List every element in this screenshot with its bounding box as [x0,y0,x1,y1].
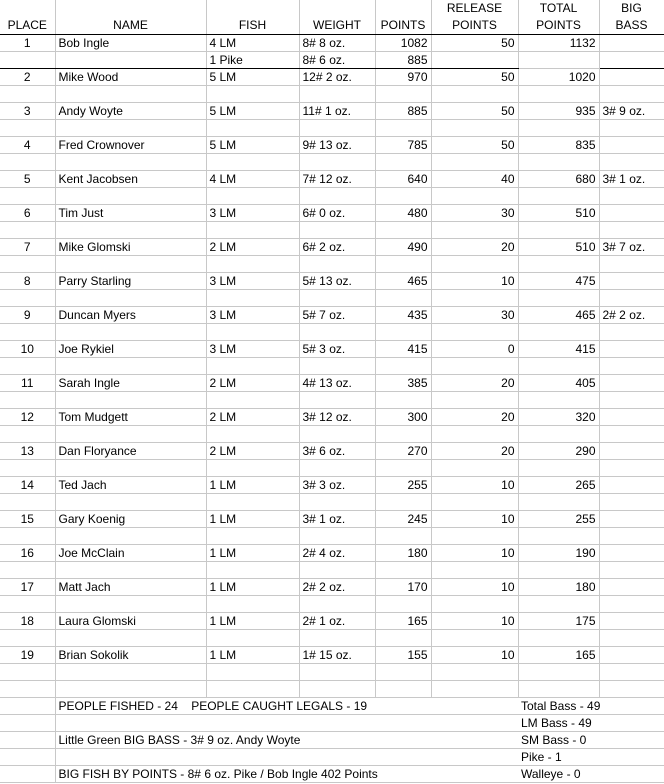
fish-cell: 4 LM [206,171,299,188]
points-cell: 465 [375,273,431,290]
name-cell: Mike Glomski [55,239,206,256]
big-bass-cell [599,511,664,528]
points-cell-extra: 885 [375,52,431,69]
name-cell: Sarah Ingle [55,375,206,392]
table-row-spacer [0,86,664,103]
fish-cell: 1 LM [206,545,299,562]
fish-cell: 1 LM [206,579,299,596]
table-row-spacer [0,154,664,171]
big-bass-cell [599,613,664,630]
points-cell: 415 [375,341,431,358]
header-row-top [0,0,664,17]
table-row [0,409,664,426]
weight-cell: 1# 15 oz. [299,647,375,664]
place-cell: 17 [0,579,55,596]
big-fish-by-points: BIG FISH BY POINTS - 8# 6 oz. Pike / Bob Ingle 402 Points [55,766,518,783]
little-green-big-bass: Little Green BIG BASS - 3# 9 oz. Andy Woyte [55,732,518,749]
total-points-cell: 510 [518,205,599,222]
weight-cell: 11# 1 oz. [299,103,375,120]
release-points-cell: 10 [431,647,518,664]
points-cell: 640 [375,171,431,188]
release-points-cell: 50 [431,137,518,154]
big-bass-cell [599,69,664,86]
name-cell: Joe McClain [55,545,206,562]
big-bass-cell: 2# 2 oz. [599,307,664,324]
big-bass-cell [599,341,664,358]
release-points-cell: 40 [431,171,518,188]
table-row-spacer [0,562,664,579]
weight-cell: 3# 3 oz. [299,477,375,494]
big-bass-cell [599,273,664,290]
name-cell: Duncan Myers [55,307,206,324]
release-points-cell: 20 [431,375,518,392]
big-bass-cell [599,477,664,494]
big-bass-cell [599,579,664,596]
table-row-spacer [0,664,664,681]
weight-cell: 2# 1 oz. [299,613,375,630]
total-points-cell: 835 [518,137,599,154]
place-cell: 15 [0,511,55,528]
points-cell: 300 [375,409,431,426]
place-cell: 5 [0,171,55,188]
weight-cell: 3# 1 oz. [299,511,375,528]
header-release: RELEASE [431,0,518,17]
fish-cell: 4 LM [206,35,299,52]
footer-row-4 [0,749,664,766]
weight-cell: 4# 13 oz. [299,375,375,392]
header-row-bottom [0,17,664,35]
table-row-spacer [0,460,664,477]
weight-cell: 3# 12 oz. [299,409,375,426]
table-row-spacer [0,324,664,341]
table-row [0,511,664,528]
fish-cell-extra: 1 Pike [206,52,299,69]
total-points-cell: 935 [518,103,599,120]
release-points-cell: 10 [431,613,518,630]
big-bass-cell: 3# 9 oz. [599,103,664,120]
weight-cell: 5# 13 oz. [299,273,375,290]
table-row [0,545,664,562]
weight-cell: 6# 2 oz. [299,239,375,256]
name-cell: Brian Sokolik [55,647,206,664]
points-cell: 785 [375,137,431,154]
place-cell: 13 [0,443,55,460]
place-cell: 3 [0,103,55,120]
total-points-cell: 510 [518,239,599,256]
fish-cell: 1 LM [206,647,299,664]
release-points-cell: 30 [431,205,518,222]
points-cell: 385 [375,375,431,392]
weight-cell: 7# 12 oz. [299,171,375,188]
points-cell: 165 [375,613,431,630]
people-caught-legals: PEOPLE CAUGHT LEGALS - 19 [191,699,368,713]
name-cell: Kent Jacobsen [55,171,206,188]
total-points-cell: 475 [518,273,599,290]
fish-cell: 2 LM [206,409,299,426]
weight-cell: 6# 0 oz. [299,205,375,222]
fish-cell: 2 LM [206,443,299,460]
total-points-cell: 415 [518,341,599,358]
header-release-points: POINTS [431,17,518,35]
name-cell: Ted Jach [55,477,206,494]
name-cell: Laura Glomski [55,613,206,630]
name-cell: Gary Koenig [55,511,206,528]
weight-cell: 2# 4 oz. [299,545,375,562]
total-points-cell: 290 [518,443,599,460]
release-points-cell: 20 [431,239,518,256]
fish-cell: 2 LM [206,239,299,256]
points-cell: 180 [375,545,431,562]
fish-cell: 3 LM [206,273,299,290]
big-bass-cell [599,443,664,460]
total-points-cell: 190 [518,545,599,562]
table-row [0,307,664,324]
total-points-cell: 1132 [518,35,599,52]
table-row-spacer [0,222,664,239]
table-row [0,35,664,52]
table-row [0,647,664,664]
fish-cell: 3 LM [206,307,299,324]
weight-cell: 3# 6 oz. [299,443,375,460]
points-cell: 435 [375,307,431,324]
table-row [0,443,664,460]
release-points-cell: 10 [431,477,518,494]
place-cell: 12 [0,409,55,426]
release-points-cell: 50 [431,103,518,120]
table-row [0,103,664,120]
name-cell: Bob Ingle [55,35,206,52]
footer-row-5 [0,766,664,783]
big-bass-cell [599,137,664,154]
table-row [0,239,664,256]
name-cell: Joe Rykiel [55,341,206,358]
fish-cell: 5 LM [206,103,299,120]
release-points-cell: 30 [431,307,518,324]
release-points-cell: 10 [431,545,518,562]
table-row-spacer [0,630,664,647]
points-cell: 1082 [375,35,431,52]
release-points-cell: 10 [431,579,518,596]
total-points-cell: 1020 [518,69,599,86]
pike-count: Pike - 1 [518,749,664,766]
total-points-cell: 175 [518,613,599,630]
big-bass-cell [599,647,664,664]
footer-row-3 [0,732,664,749]
fish-cell: 5 LM [206,137,299,154]
header-total-points: POINTS [518,17,599,35]
header-place: PLACE [0,17,55,35]
header-big: BIG [599,0,664,17]
big-bass-cell [599,545,664,562]
name-cell: Mike Wood [55,69,206,86]
place-cell: 6 [0,205,55,222]
footer-row-2 [0,715,664,732]
header-big-bass: BASS [599,17,664,35]
table-row [0,613,664,630]
place-cell: 10 [0,341,55,358]
header-points: POINTS [375,17,431,35]
table-row-spacer [0,392,664,409]
name-cell: Tom Mudgett [55,409,206,426]
place-cell: 8 [0,273,55,290]
fish-cell: 1 LM [206,477,299,494]
name-cell: Andy Woyte [55,103,206,120]
fish-cell: 5 LM [206,69,299,86]
points-cell: 970 [375,69,431,86]
total-points-cell: 265 [518,477,599,494]
table-row [0,69,664,86]
table-row-spacer [0,528,664,545]
place-cell: 9 [0,307,55,324]
table-row-spacer [0,596,664,613]
points-cell: 490 [375,239,431,256]
name-cell: Tim Just [55,205,206,222]
weight-cell: 9# 13 oz. [299,137,375,154]
header-total: TOTAL [518,0,599,17]
total-points-cell: 465 [518,307,599,324]
total-points-cell: 320 [518,409,599,426]
release-points-cell: 20 [431,409,518,426]
total-points-cell: 255 [518,511,599,528]
header-weight: WEIGHT [299,17,375,35]
points-cell: 170 [375,579,431,596]
footer-row-1 [0,698,664,715]
place-cell: 19 [0,647,55,664]
points-cell: 480 [375,205,431,222]
weight-cell: 5# 3 oz. [299,341,375,358]
name-cell: Fred Crownover [55,137,206,154]
weight-cell: 2# 2 oz. [299,579,375,596]
table-row [0,273,664,290]
release-points-cell: 20 [431,443,518,460]
table-row-spacer [0,358,664,375]
points-cell: 245 [375,511,431,528]
big-bass-cell [599,375,664,392]
release-points-cell: 10 [431,511,518,528]
place-cell: 4 [0,137,55,154]
weight-cell: 8# 8 oz. [299,35,375,52]
release-points-cell: 50 [431,69,518,86]
points-cell: 155 [375,647,431,664]
release-points-cell: 10 [431,273,518,290]
header-name: NAME [55,17,206,35]
big-bass-cell: 3# 7 oz. [599,239,664,256]
sm-bass: SM Bass - 0 [518,732,664,749]
release-points-cell: 50 [431,35,518,52]
table-row-spacer [0,494,664,511]
place-cell: 11 [0,375,55,392]
big-bass-cell [599,35,664,52]
place-cell: 16 [0,545,55,562]
people-fished: PEOPLE FISHED - 24 [58,699,178,713]
lm-bass: LM Bass - 49 [518,715,664,732]
weight-cell: 12# 2 oz. [299,69,375,86]
big-bass-cell: 3# 1 oz. [599,171,664,188]
fish-cell: 2 LM [206,375,299,392]
place-cell: 14 [0,477,55,494]
points-cell: 270 [375,443,431,460]
total-points-cell: 165 [518,647,599,664]
total-points-cell: 680 [518,171,599,188]
table-row-spacer [0,290,664,307]
header-fish: FISH [206,17,299,35]
table-row-spacer [0,426,664,443]
points-cell: 255 [375,477,431,494]
footer-blank-row [0,681,664,698]
place-cell: 18 [0,613,55,630]
total-points-cell: 180 [518,579,599,596]
table-row-spacer [0,256,664,273]
name-cell: Parry Starling [55,273,206,290]
total-points-cell: 405 [518,375,599,392]
table-row [0,137,664,154]
fish-cell: 1 LM [206,511,299,528]
table-row-extra [0,52,664,69]
place-cell: 2 [0,69,55,86]
table-row [0,579,664,596]
weight-cell-extra: 8# 6 oz. [299,52,375,69]
name-cell: Dan Floryance [55,443,206,460]
table-row [0,341,664,358]
fish-cell: 3 LM [206,341,299,358]
release-points-cell: 0 [431,341,518,358]
table-row [0,171,664,188]
name-cell: Matt Jach [55,579,206,596]
walleye-count: Walleye - 0 [518,766,664,783]
table-row [0,375,664,392]
table-row-spacer [0,120,664,137]
table-row [0,477,664,494]
fish-cell: 3 LM [206,205,299,222]
total-bass: Total Bass - 49 [518,698,664,715]
table-row-spacer [0,188,664,205]
weight-cell: 5# 7 oz. [299,307,375,324]
table-row [0,205,664,222]
big-bass-cell [599,205,664,222]
big-bass-cell [599,409,664,426]
points-cell: 885 [375,103,431,120]
fish-cell: 1 LM [206,613,299,630]
place-cell: 1 [0,35,55,52]
place-cell: 7 [0,239,55,256]
